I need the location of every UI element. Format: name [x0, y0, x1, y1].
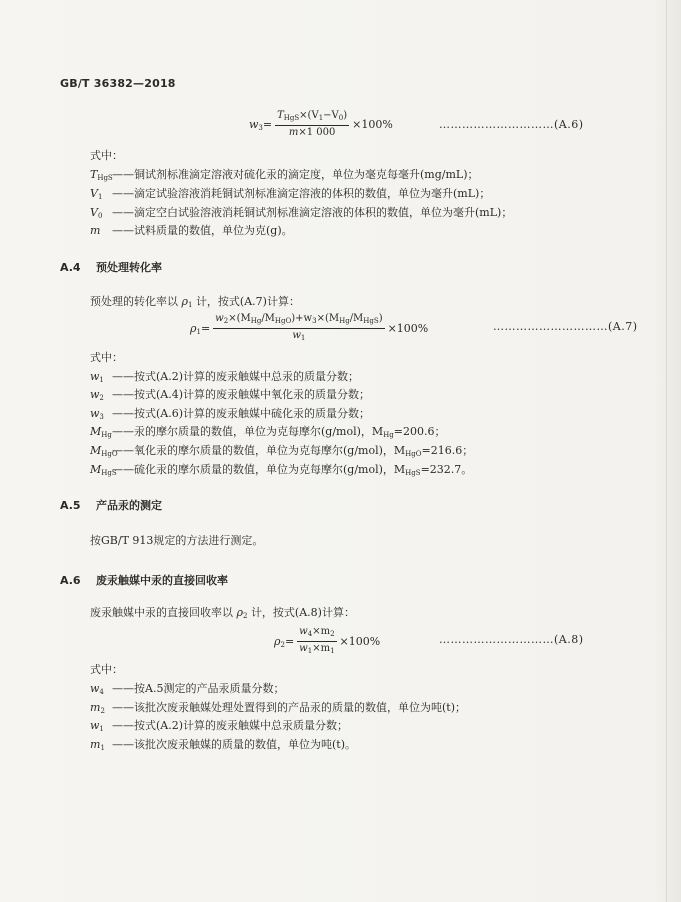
- eq-a6-lhs-sub: 3: [258, 123, 263, 132]
- a4-intro: 预处理的转化率以 $\rho_1$ 计，按式(A.7)计算：: [90, 295, 300, 309]
- eq-a6-denominator: m×1 000: [288, 127, 336, 138]
- eq-a7-numerator: $w_2\times(M_{Hg}/M_{HgO})+w_3\times(M_{Hg}/M_{HgS})$: [213, 313, 384, 329]
- defs-a7-intro: 式中：: [90, 351, 123, 364]
- def-a6-item: $T_{HgS}——$铜试剂标准滴定溶液对硫化汞的滴定度，单位为毫克每毫升(mg/mL)；: [90, 168, 479, 182]
- def-a7-item: $M_{Hg}——$汞的摩尔质量的数值，单位为克每摩尔(g/mol)，$M_{Hg}=200.6$；: [90, 425, 446, 439]
- def-a8-item: $w_4$ ——按A.5测定的产品汞质量分数；: [90, 682, 285, 696]
- a5-text: 按GB/T 913规定的方法进行测定。: [90, 534, 264, 547]
- def-a8-item: $m_2$ ——该批次废汞触媒处理处置得到的产品汞的质量的数值，单位为吨(t)；: [90, 701, 467, 715]
- standard-header: GB/T 36382—2018: [60, 77, 176, 90]
- def-a7-item: $w_3$ ——按式(A.6)计算的废汞触媒中硫化汞的质量分数；: [90, 407, 371, 421]
- def-a8-item: $w_1$ ——按式(A.2)计算的废汞触媒中总汞质量分数；: [90, 719, 349, 733]
- def-a6-item: $V_0$ ——滴定空白试验溶液消耗铜试剂标准滴定溶液的体积的数值，单位为毫升(mL)；: [90, 206, 513, 220]
- eq-a6-number: …………………………(A.6): [439, 118, 584, 131]
- def-a7-item: $w_1$ ——按式(A.2)计算的废汞触媒中总汞的质量分数；: [90, 370, 360, 384]
- equation-a6: $w_3=$ $\frac{T_{HgS}\times(V_1-V_0)}{m\times 1 000}$ ×100%: [249, 110, 393, 138]
- section-a6-heading: A.6 废汞触媒中汞的直接回收率: [60, 574, 228, 587]
- equation-a8: $\rho_2=$ $\frac{w_4\times m_2}{w_1\times m_1}$ ×100%: [274, 626, 381, 655]
- def-a8-item: $m_1$ ——该批次废汞触媒的质量的数值，单位为吨(t)。: [90, 738, 357, 752]
- def-a6-item: m ——试料质量的数值，单位为克(g)。: [90, 224, 293, 237]
- eq-a6-fraction: [275, 110, 349, 139]
- def-a7-item: $M_{HgO}——$氧化汞的摩尔质量的数值，单位为克每摩尔(g/mol)，$M_{HgO}=216.6$；: [90, 444, 474, 458]
- defs-a6-intro: 式中：: [90, 149, 123, 162]
- equation-a7: $\rho_1=$ $\frac{w_2\times(M_{Hg}/M_{HgO})+w_3\times(M_{Hg}/M_{HgS})}{w_1}$ ×100%: [190, 313, 429, 342]
- def-a7-item: $w_2$ ——按式(A.4)计算的废汞触媒中氧化汞的质量分数；: [90, 388, 371, 402]
- eq-a8-fraction: [297, 626, 336, 657]
- eq-a7-number: …………………………(A.7): [493, 320, 638, 333]
- section-a4-heading: A.4 预处理转化率: [60, 261, 162, 274]
- section-a5-heading: A.5 产品汞的测定: [60, 499, 162, 512]
- page-fold-line: [666, 0, 667, 902]
- eq-a6-tail: ×100%: [352, 118, 393, 131]
- eq-a6-lhs: w: [249, 117, 259, 131]
- eq-a8-numerator: $w_4\times m_2$: [297, 626, 336, 642]
- eq-a6-numerator: $T_{HgS}\times(V_1-V_0)$: [275, 110, 349, 126]
- a6-intro: 废汞触媒中汞的直接回收率以 $\rho_2$ 计，按式(A.8)计算：: [90, 606, 355, 620]
- eq-a8-denominator: $w_1\times m_1$: [299, 643, 335, 655]
- def-a7-item: $M_{HgS}——$硫化汞的摩尔质量的数值，单位为克每摩尔(g/mol)，$M_{HgS}=232.7$。: [90, 463, 473, 477]
- eq-a7-denominator: $w_1$: [292, 330, 306, 342]
- eq-a7-fraction: [213, 313, 384, 344]
- defs-a8-intro: 式中：: [90, 663, 123, 676]
- def-a6-item: $V_1$ ——滴定试验溶液消耗铜试剂标准滴定溶液的体积的数值，单位为毫升(mL)；: [90, 187, 491, 201]
- eq-a8-number: …………………………(A.8): [439, 633, 584, 646]
